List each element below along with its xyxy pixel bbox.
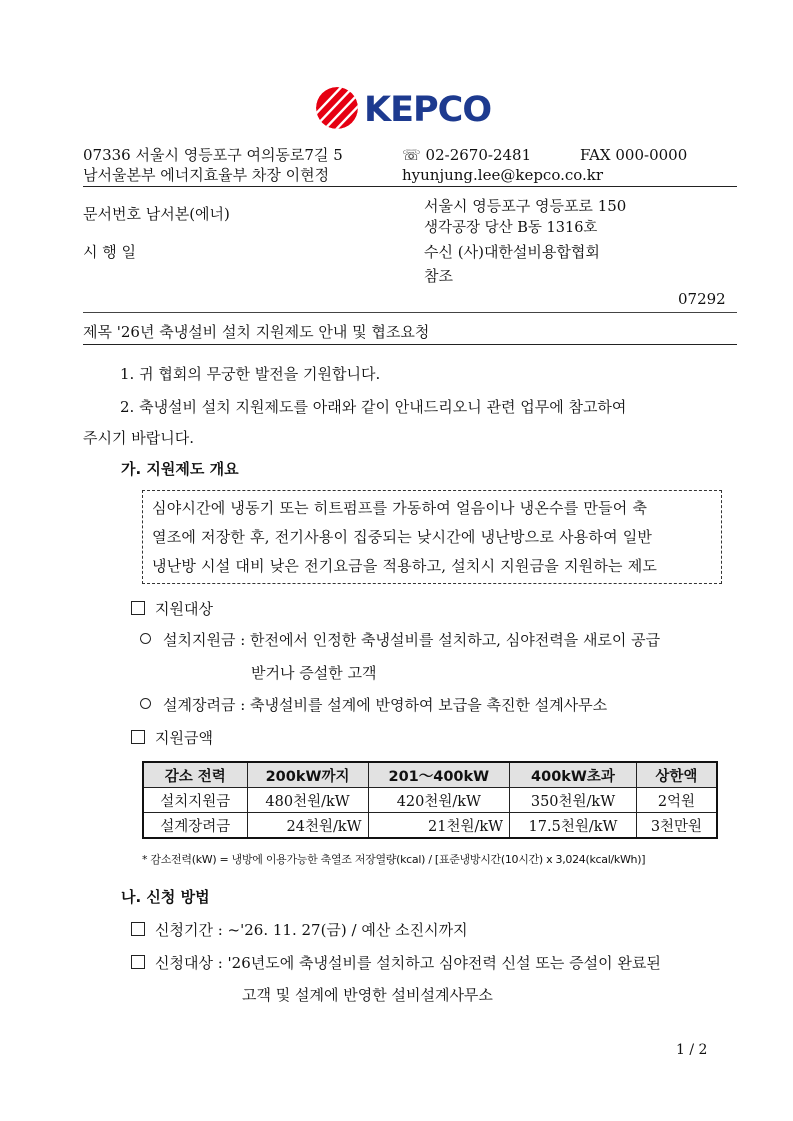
date-label: 시 행 일 (83, 243, 137, 261)
email-address: hyunjung.lee@kepco.co.kr (402, 166, 604, 184)
target-item-1-cont: 받거나 증설한 고객 (251, 664, 377, 682)
fax-number: FAX 000-0000 (580, 146, 688, 164)
table-row (143, 813, 717, 839)
summary-line-3: 냉난방 시설 대비 낮은 전기요금을 적용하고, 설치시 지원금을 지원하는 제도 (152, 557, 658, 575)
recipient-address-2: 생각공장 당산 B동 1316호 (424, 220, 598, 236)
reference: 참조 (424, 267, 453, 285)
phone-icon: ☏ (402, 146, 421, 164)
checkbox-icon (131, 730, 145, 744)
recipient-address-1: 서울시 영등포구 영등포로 150 (424, 197, 627, 215)
doc-number: 문서번호 남서본(에너) (83, 205, 230, 223)
kepco-logo (314, 86, 524, 130)
table-header-cell: 200kW까지 (247, 762, 368, 788)
page-number: 1 / 2 (676, 1042, 708, 1058)
section-a-title: 가. 지원제도 개요 (121, 460, 239, 478)
table-cell: 21천원/kW (368, 813, 510, 839)
amount-heading: 지원금액 (131, 728, 213, 748)
recipient: 수신 (사)대한설비용합협회 (424, 243, 600, 261)
summary-line-2: 열조에 저장한 후, 전기사용이 집중되는 낮시간에 냉난방으로 사용하여 일반 (152, 528, 653, 546)
application-target: 신청대상 : '26년도에 축냉설비를 설치하고 심야전력 신설 또는 증설이 완료된 (131, 953, 661, 973)
application-target-cont: 고객 및 설계에 반영한 설비설계사무소 (242, 986, 493, 1004)
circle-bullet-icon (140, 633, 151, 644)
subject-divider (83, 344, 737, 345)
table-header-cell: 400kW초과 (510, 762, 637, 788)
postal-code: 07292 (678, 290, 726, 308)
table-header-cell: 201～400kW (368, 762, 510, 788)
table-cell: 설치지원금 (143, 788, 247, 813)
table-cell: 350천원/kW (510, 788, 637, 813)
paragraph-2-line-1: 2. 축냉설비 설치 지원제도를 아래와 같이 안내드리오니 관련 업무에 참고하여 (120, 398, 627, 416)
table-footnote: * 감소전력(kW) = 냉방에 이용가능한 축열조 저장열량(kcal) / [표준냉방시간(10시간) x 3,024(kcal/kWh)] (142, 853, 646, 866)
target-heading: 지원대상 (131, 599, 213, 619)
table-cell: 17.5천원/kW (510, 813, 637, 839)
table-cell: 3천만원 (636, 813, 717, 839)
checkbox-icon (131, 922, 145, 936)
table-cell: 480천원/kW (247, 788, 368, 813)
target-item-2: 설계장려금 : 축냉설비를 설계에 반영하여 보급을 촉진한 설계사무소 (140, 695, 607, 715)
header-divider-mid (83, 312, 737, 313)
application-period: 신청기간 : ~'26. 11. 27(금) / 예산 소진시까지 (131, 920, 468, 940)
table-row (143, 788, 717, 813)
table-cell: 설계장려금 (143, 813, 247, 839)
logo-wordmark: KEPCO (364, 90, 492, 130)
sender-contact: 남서울본부 에너지효율부 차장 이현정 (83, 166, 330, 184)
target-item-1: 설치지원금 : 한전에서 인정한 축냉설비를 설치하고, 심야전력을 새로이 공급 (140, 630, 660, 650)
table-header-row (143, 762, 717, 788)
subject: 제목 '26년 축냉설비 설치 지원제도 안내 및 협조요청 (83, 323, 430, 341)
summary-line-1: 심야시간에 냉동기 또는 히트펌프를 가동하여 얼음이나 냉온수를 만들어 축 (152, 499, 648, 517)
table-cell: 420천원/kW (368, 788, 510, 813)
sender-address: 07336 서울시 영등포구 여의동로7길 5 (83, 146, 343, 164)
header-divider-top (83, 186, 737, 187)
program-summary-box (142, 490, 722, 584)
checkbox-icon (131, 601, 145, 615)
table-header-cell: 감소 전력 (143, 762, 247, 788)
circle-bullet-icon (140, 698, 151, 709)
paragraph-2-line-2: 주시기 바랍니다. (83, 429, 194, 447)
paragraph-1: 1. 귀 협회의 무궁한 발전을 기원합니다. (120, 365, 381, 383)
support-amount-table (142, 761, 718, 839)
checkbox-icon (131, 955, 145, 969)
table-header-cell: 상한액 (636, 762, 717, 788)
section-b-title: 나. 신청 방법 (121, 888, 210, 906)
table-cell: 2억원 (636, 788, 717, 813)
table-cell: 24천원/kW (247, 813, 368, 839)
phone-number: ☏ 02-2670-2481 (402, 146, 532, 164)
